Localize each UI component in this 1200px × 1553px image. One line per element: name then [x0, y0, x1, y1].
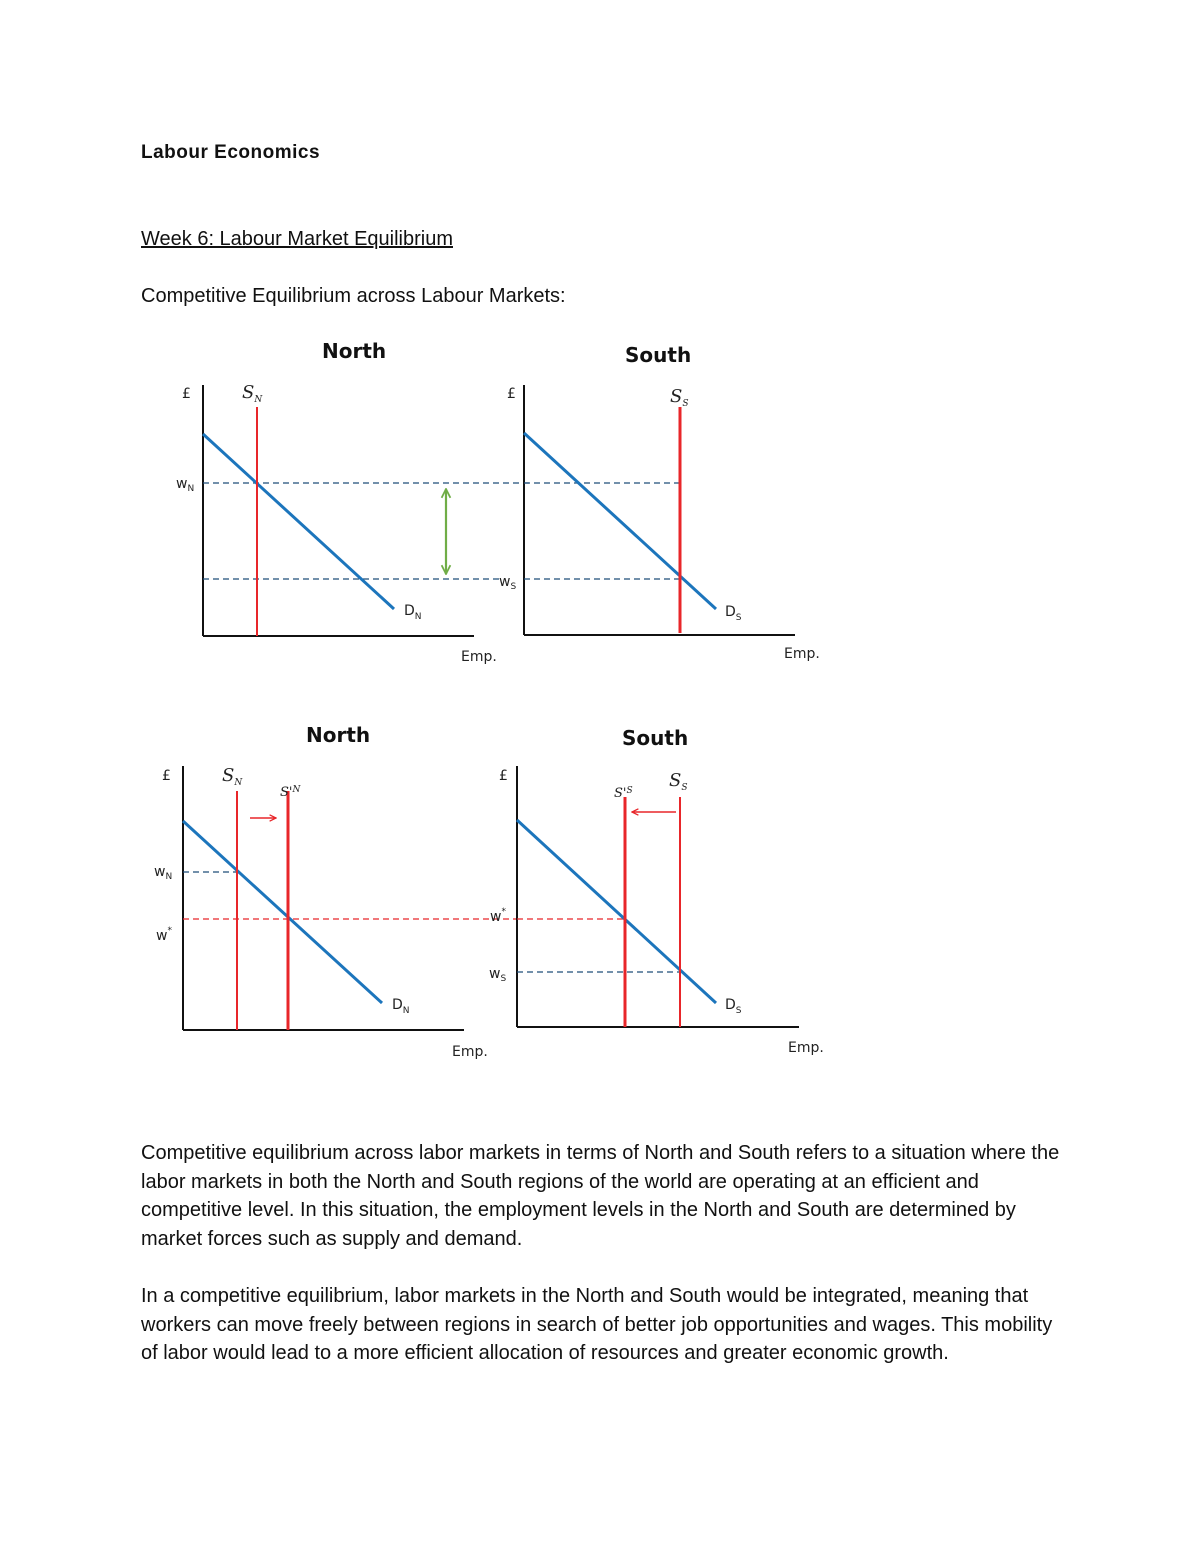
fig2-north-title: North [306, 723, 371, 747]
body-paragraph-1: Competitive equilibrium across labor markets in terms of North and South refers to a situation where the labor markets in both the North and South regions of the world are operating at an efficient and competitive level. In this situation, the employment levels in the North and South are determined by market forces such as supply and demand. [141, 1142, 1060, 1250]
fig1-south-demand-label: $D_S$ [725, 604, 742, 623]
fig1-north-demand-label: $D_N$ [404, 603, 422, 622]
fig2-south-x-label: Emp. [788, 1040, 824, 1056]
fig1-north-demand-curve [203, 434, 394, 609]
fig2-south-demand-curve [517, 820, 716, 1003]
fig1-south-chart [499, 343, 820, 662]
fig2-south-chart [489, 726, 824, 1056]
fig1-south-title: South [625, 343, 692, 367]
fig2-south-eq-wage-label: w* [490, 907, 506, 925]
fig2-north-chart [154, 723, 516, 1060]
fig2-north-new-supply-label: $S'^N$ [280, 785, 301, 800]
fig1-north-x-label: Emp. [461, 649, 497, 665]
fig2-south-supply-label: $S_S$ [669, 770, 688, 793]
fig1-north-y-label: £ [182, 386, 191, 402]
fig2-south-y-label: £ [499, 768, 508, 784]
fig2-north-supply-label: $S_N$ [222, 765, 243, 788]
fig2-north-wage-label: $w_N$ [154, 864, 173, 882]
fig1-south-y-label: £ [507, 386, 516, 402]
fig2-north-x-label: Emp. [452, 1044, 488, 1060]
fig2-north-eq-wage-label: w* [156, 926, 172, 944]
fig1-south-supply-label: $S_S$ [670, 386, 689, 409]
fig1-south-wage-label: $w_S$ [499, 574, 517, 592]
fig1-north-chart [176, 339, 530, 665]
fig1-north-supply-label: $S_N$ [242, 382, 263, 405]
fig1-south-x-label: Emp. [784, 646, 820, 662]
fig2-north-y-label: £ [162, 768, 171, 784]
fig1-south-demand-curve [524, 433, 716, 609]
fig2-south-demand-label: $D_S$ [725, 997, 742, 1016]
page-title: Labour Economics [141, 142, 321, 163]
week-heading: Week 6: Labour Market Equilibrium [141, 228, 453, 250]
fig2-north-demand-curve [183, 821, 382, 1003]
fig2-south-wage-label: $w_S$ [489, 966, 507, 984]
section-label: Competitive Equilibrium across Labour Markets: [141, 285, 566, 307]
body-paragraph-2: In a competitive equilibrium, labor markets in the North and South would be integrated, meaning that workers can move freely between regions in search of better job opportunities and wages. This mobility of labor would lead to a more efficient allocation of resources and greater economic growth. [141, 1285, 1053, 1364]
fig1-north-wage-label: $w_N$ [176, 476, 195, 494]
fig2-south-title: South [622, 726, 689, 750]
fig2-north-demand-label: $D_N$ [392, 997, 410, 1016]
fig1-north-title: North [322, 339, 387, 363]
fig2-south-new-supply-label: $S'^S$ [614, 786, 633, 801]
